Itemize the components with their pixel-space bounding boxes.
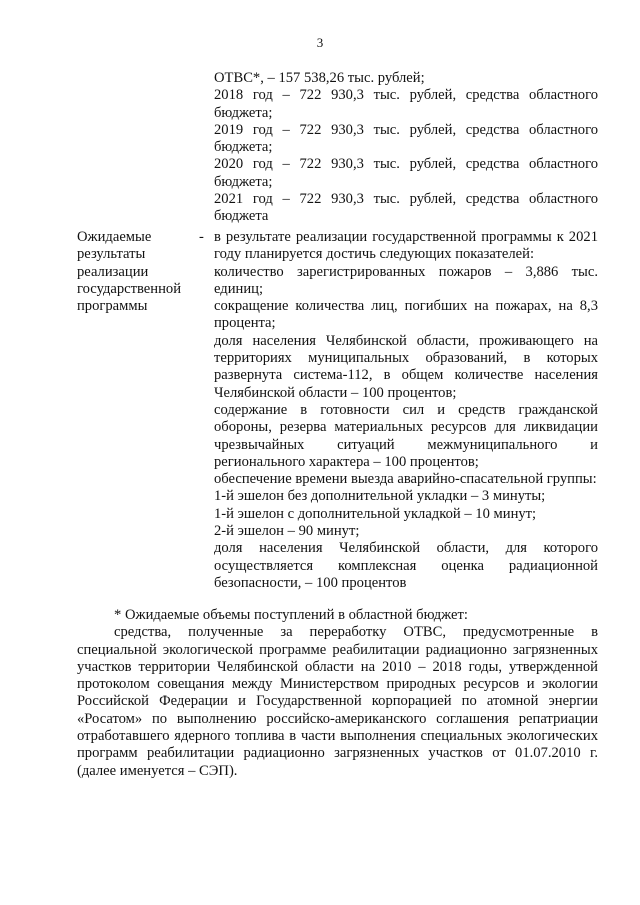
results-block	[214, 229, 598, 592]
funding-line: 2018 год – 722 930,3 тыс. рублей, средства областного бюджета;	[214, 87, 598, 121]
funding-line: 2021 год – 722 930,3 тыс. рублей, средства областного бюджета	[214, 191, 598, 225]
funding-line: ОТВС*, – 157 538,26 тыс. рублей;	[214, 70, 425, 86]
results-item: 2-й эшелон – 90 минут;	[214, 523, 360, 540]
footnote-text: средства, полученные за переработку ОТВС, предусмотренные в специальной экологической программе реабилитации радиационно загрязненных участков территории Челябинской области на 2010 – 2018 годы, утвержденной протоколом совещания между Министерством природных ресурсов и экологии Российской Федерации и Государственной корпорацией по атомной энергии «Росатом» по выполнению российско-американского соглашения репатриации отработавшего ядерного топлива в части выполнения специальных экологических программ реабилитации радиационно загрязненных участков от 01.07.2010 г. (далее именуется – СЭП).	[77, 624, 598, 779]
results-item: доля населения Челябинской области, для которого осуществляется комплексная оценка радиационной безопасности, – 100 процентов	[214, 540, 598, 591]
results-item: обеспечение времени выезда аварийно-спасательной группы:	[214, 471, 597, 488]
results-label-line: результаты	[77, 246, 146, 263]
funding-line: 2020 год – 722 930,3 тыс. рублей, средства областного бюджета;	[214, 156, 598, 190]
funding-block	[214, 70, 598, 226]
results-label-line: программы	[77, 298, 148, 315]
funding-line: 2019 год – 722 930,3 тыс. рублей, средства областного бюджета;	[214, 121, 598, 156]
results-label-line: реализации	[77, 263, 149, 280]
results-label-line: Ожидаемые	[77, 229, 152, 245]
results-item: 1-й эшелон с дополнительной укладкой – 10 минут;	[214, 505, 537, 522]
page-number: 3	[316, 35, 324, 50]
results-label	[77, 229, 189, 315]
results-label-line: государственной	[77, 280, 182, 297]
footnote-block	[77, 607, 598, 780]
results-dash: -	[199, 229, 204, 245]
results-item: доля населения Челябинской области, проживающего на территориях муниципальных образований, в которых развернута система-112, в общем количестве населения Челябинской области – 100 процентов;	[214, 332, 598, 401]
results-item: сокращение количества лиц, погибших на пожарах, на 8,3 процента;	[214, 298, 598, 332]
results-item: в результате реализации государственной программы к 2021 году планируется достичь следующих показателей:	[214, 229, 598, 263]
results-item: 1-й эшелон без дополнительной укладки – 3 минуты;	[214, 488, 546, 505]
results-item: количество зарегистрированных пожаров – 3,886 тыс. единиц;	[214, 263, 598, 297]
results-item: содержание в готовности сил и средств гражданской обороны, резерва материальных ресурсов для ликвидации чрезвычайных ситуаций межмуниципального и регионального характера – 100 процентов;	[214, 401, 598, 470]
footnote-title: * Ожидаемые объемы поступлений в областной бюджет:	[114, 607, 468, 623]
